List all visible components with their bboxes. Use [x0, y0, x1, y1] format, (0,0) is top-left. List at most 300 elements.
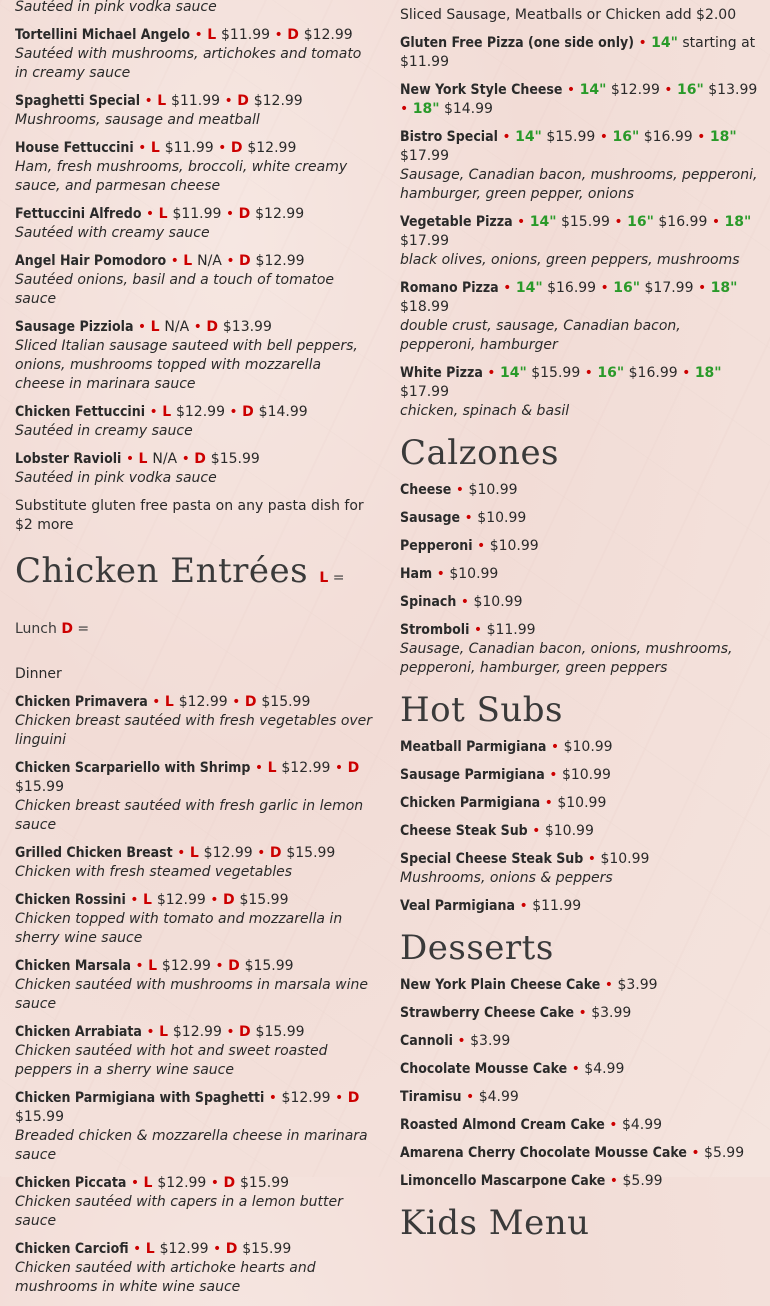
- separator-dot: •: [482, 365, 500, 381]
- lunch-marker: L: [183, 253, 198, 269]
- dinner-marker: D: [347, 760, 360, 776]
- separator-dot: •: [580, 365, 598, 381]
- dinner-marker: D: [237, 93, 254, 109]
- menu-item: [15, 139, 373, 196]
- item-price: $4.99: [478, 1089, 519, 1105]
- menu-item: [400, 976, 758, 995]
- pizza-list: [400, 81, 758, 421]
- separator-dot: •: [206, 1175, 224, 1191]
- size-label: 18": [724, 214, 752, 230]
- top-desc: Sautéed in pink vodka sauce: [15, 0, 217, 15]
- lunch-price: $12.99: [172, 1024, 222, 1040]
- separator-dot: •: [220, 93, 238, 109]
- item-desc: Sautéed in creamy sauce: [15, 423, 193, 439]
- size-price: $12.99: [610, 82, 660, 98]
- item-price: $3.99: [591, 1005, 632, 1021]
- menu-item: [15, 693, 373, 750]
- item-name: Chicken Arrabiata: [15, 1024, 142, 1040]
- size-price: $16.99: [658, 214, 708, 230]
- menu-item: [400, 565, 758, 584]
- lunch-price: $12.99: [175, 404, 225, 420]
- lunch-marker: L: [143, 1175, 158, 1191]
- item-price: $3.99: [470, 1033, 511, 1049]
- dinner-price: $14.99: [258, 404, 308, 420]
- legend-l-text: = Lunch: [15, 570, 345, 637]
- item-price: $10.99: [489, 538, 539, 554]
- menu-item: [400, 738, 758, 757]
- dinner-price: $15.99: [286, 845, 336, 861]
- item-name: Chicken Primavera: [15, 694, 148, 710]
- menu-item: [400, 1088, 758, 1107]
- chicken-heading-text: Chicken Entrées: [15, 551, 309, 591]
- menu-item: [15, 891, 373, 948]
- size-label: 18": [710, 280, 738, 296]
- size-price: $15.99: [546, 129, 596, 145]
- separator-dot: •: [540, 795, 558, 811]
- menu-item: [400, 537, 758, 556]
- separator-dot: •: [497, 129, 516, 145]
- item-desc: Chicken breast sautéed with fresh vegetables over linguini: [15, 713, 373, 748]
- size-price: $17.99: [400, 148, 449, 164]
- lunch-marker: L: [162, 404, 176, 420]
- lunch-marker: L: [148, 958, 162, 974]
- size-price: $14.99: [443, 101, 493, 117]
- separator-dot: •: [121, 451, 139, 467]
- item-name: Bistro Special: [400, 129, 498, 145]
- item-price: $10.99: [473, 594, 523, 610]
- item-name: Stromboli: [400, 622, 470, 638]
- item-name: Meatball Parmigiana: [400, 739, 547, 755]
- size-label: 16": [613, 280, 641, 296]
- dinner-price: $15.99: [255, 1024, 305, 1040]
- dinner-marker: D: [238, 206, 256, 222]
- pizza-item: [400, 213, 758, 270]
- lunch-marker: L: [267, 760, 282, 776]
- dinner-price: $12.99: [303, 27, 353, 43]
- item-name: Chicken Parmigiana: [400, 795, 541, 811]
- separator-dot: •: [210, 958, 229, 974]
- separator-dot: •: [498, 280, 516, 296]
- separator-dot: •: [527, 823, 545, 839]
- item-name: Chicken Carciofi: [15, 1241, 129, 1257]
- size-label: 16": [677, 82, 704, 98]
- item-name: Strawberry Cheese Cake: [400, 1005, 575, 1021]
- lunch-marker: L: [164, 694, 179, 710]
- pizza-top-note: Sliced Sausage, Meatballs or Chicken add $2.00: [400, 7, 737, 23]
- item-name: Romano Pizza: [400, 280, 499, 296]
- item-name: Sausage Parmigiana: [400, 767, 545, 783]
- separator-dot: •: [166, 253, 184, 269]
- size-label: 14": [515, 129, 542, 145]
- lunch-marker: L: [158, 206, 173, 222]
- desserts-heading: Desserts: [400, 928, 554, 968]
- separator-dot: •: [140, 93, 158, 109]
- menu-item: [400, 621, 758, 678]
- item-name: Chocolate Mousse Cake: [400, 1061, 568, 1077]
- separator-dot: •: [451, 482, 469, 498]
- menu-item: [400, 1144, 758, 1163]
- dinner-marker: D: [228, 958, 245, 974]
- separator-dot: •: [177, 451, 195, 467]
- dinner-marker: D: [347, 1090, 360, 1106]
- size-label: 14": [529, 214, 557, 230]
- item-price: $5.99: [622, 1173, 663, 1189]
- separator-dot: •: [567, 1061, 585, 1077]
- lunch-price: $11.99: [171, 93, 221, 109]
- item-name: Pepperoni: [400, 538, 473, 554]
- size-price: $17.99: [400, 384, 449, 400]
- lunch-marker: L: [138, 451, 153, 467]
- lunch-price: $12.99: [156, 892, 206, 908]
- separator-dot: •: [544, 767, 562, 783]
- left-column: [15, 0, 373, 1306]
- item-name: Cheese: [400, 482, 452, 498]
- size-label: 14": [500, 365, 527, 381]
- menu-item: [400, 593, 758, 612]
- size-label: 16": [612, 129, 640, 145]
- gluten-note: Substitute gluten free pasta on any pasta dish for $2 more: [15, 498, 364, 533]
- item-price: $10.99: [468, 482, 518, 498]
- size-price: $16.99: [643, 129, 693, 145]
- separator-dot: •: [659, 82, 678, 98]
- item-name: Chicken Rossini: [15, 892, 126, 908]
- dinner-price: $12.99: [255, 253, 305, 269]
- separator-dot: •: [604, 1117, 622, 1133]
- separator-dot: •: [677, 365, 695, 381]
- item-name: Spinach: [400, 594, 457, 610]
- menu-item: [15, 318, 373, 394]
- item-desc: Chicken with fresh steamed vegetables: [15, 864, 293, 880]
- item-price: $5.99: [704, 1145, 745, 1161]
- size-label: 18": [694, 365, 722, 381]
- separator-dot: •: [693, 280, 711, 296]
- separator-dot: •: [141, 206, 159, 222]
- item-name: Spaghetti Special: [15, 93, 141, 109]
- separator-dot: •: [208, 1241, 226, 1257]
- item-desc: black olives, onions, green peppers, mushrooms: [400, 252, 740, 268]
- lunch-marker: L: [157, 93, 172, 109]
- pizza-item: [400, 128, 758, 204]
- separator-dot: •: [686, 1145, 705, 1161]
- item-desc: Chicken sautéed with mushrooms in marsala wine sauce: [15, 977, 368, 1012]
- separator-dot: •: [133, 319, 151, 335]
- separator-dot: •: [221, 253, 240, 269]
- item-desc: Breaded chicken & mozzarella cheese in marinara sauce: [15, 1128, 368, 1163]
- separator-dot: •: [145, 404, 163, 420]
- item-name: Roasted Almond Cream Cake: [400, 1117, 605, 1133]
- separator-dot: •: [128, 1241, 146, 1257]
- separator-dot: •: [227, 694, 245, 710]
- separator-dot: •: [600, 977, 618, 993]
- separator-dot: •: [130, 958, 149, 974]
- separator-dot: •: [583, 851, 601, 867]
- size-price: $15.99: [531, 365, 581, 381]
- dinner-price: $15.99: [261, 694, 311, 710]
- gluten-pizza-text: starting at $11.99: [400, 35, 756, 70]
- size-price: $16.99: [628, 365, 678, 381]
- item-name: Tortellini Michael Angelo: [15, 27, 191, 43]
- separator-dot: •: [250, 760, 268, 776]
- menu-item: [15, 759, 373, 835]
- separator-dot: •: [432, 566, 450, 582]
- dinner-price: $15.99: [244, 958, 294, 974]
- item-price: $10.99: [544, 823, 594, 839]
- item-desc: double crust, sausage, Canadian bacon, pepperoni, hamburger: [400, 318, 681, 353]
- menu-item: [400, 1032, 758, 1051]
- separator-dot: •: [147, 694, 165, 710]
- menu-item: [15, 252, 373, 309]
- item-name: Lobster Ravioli: [15, 451, 122, 467]
- item-price: $4.99: [621, 1117, 663, 1133]
- lunch-price: $12.99: [281, 760, 331, 776]
- dinner-marker: D: [225, 1241, 243, 1257]
- dinner-price: $15.99: [15, 779, 64, 795]
- pizza-item: [400, 364, 758, 421]
- chicken-heading: [15, 549, 373, 651]
- separator-dot: •: [605, 1173, 623, 1189]
- separator-dot: •: [707, 214, 725, 230]
- item-price: $10.99: [477, 510, 527, 526]
- menu-item: [400, 822, 758, 841]
- menu-item: [15, 844, 373, 882]
- separator-dot: •: [512, 214, 530, 230]
- lunch-marker: L: [150, 319, 165, 335]
- dinner-price: $15.99: [210, 451, 260, 467]
- separator-dot: •: [546, 739, 564, 755]
- dinner-price: $15.99: [240, 1175, 290, 1191]
- size-label: 18": [412, 101, 440, 117]
- separator-dot: •: [125, 892, 144, 908]
- item-name: White Pizza: [400, 365, 483, 381]
- right-column: [400, 6, 758, 1251]
- item-price: $10.99: [561, 767, 611, 783]
- dinner-price: $12.99: [253, 93, 303, 109]
- size-price: $18.99: [400, 299, 449, 315]
- separator-dot: •: [221, 1024, 240, 1040]
- item-desc: Sautéed in pink vodka sauce: [15, 470, 217, 486]
- menu-item: [400, 766, 758, 785]
- separator-dot: •: [213, 140, 231, 156]
- item-name: New York Plain Cheese Cake: [400, 977, 601, 993]
- item-name: Chicken Scarpariello with Shrimp: [15, 760, 251, 776]
- item-name: Chicken Fettuccini: [15, 404, 146, 420]
- dinner-marker: D: [239, 253, 256, 269]
- separator-dot: •: [270, 27, 288, 43]
- separator-dot: •: [330, 1090, 348, 1106]
- item-name: Chicken Parmigiana with Spaghetti: [15, 1090, 265, 1106]
- gluten-free-pizza: Gluten Free Pizza (one side only) • 14" starting at $11.99: [400, 35, 756, 70]
- size-label: 16": [597, 365, 625, 381]
- lunch-price: N/A: [164, 319, 190, 335]
- lunch-price: $12.99: [161, 958, 211, 974]
- dinner-marker: D: [287, 27, 304, 43]
- dinner-marker: D: [244, 694, 262, 710]
- lunch-price: N/A: [152, 451, 178, 467]
- menu-item: [15, 1089, 373, 1165]
- separator-dot: •: [596, 280, 614, 296]
- item-desc: Chicken sautéed with artichoke hearts and mushrooms in white wine sauce: [15, 1260, 316, 1295]
- item-desc: Sautéed onions, basil and a touch of tomatoe sauce: [15, 272, 334, 307]
- separator-dot: •: [190, 27, 208, 43]
- separator-dot: •: [221, 206, 239, 222]
- lunch-price: $12.99: [159, 1241, 209, 1257]
- item-desc: Ham, fresh mushrooms, broccoli, white creamy sauce, and parmesan cheese: [15, 159, 348, 194]
- gluten-pizza-name: Gluten Free Pizza (one side only): [400, 35, 634, 51]
- lunch-price: $11.99: [221, 27, 271, 43]
- menu-item: [400, 850, 758, 888]
- dinner-marker: D: [223, 1175, 241, 1191]
- menu-item: [400, 794, 758, 813]
- item-name: Chicken Piccata: [15, 1175, 127, 1191]
- menu-item: [400, 481, 758, 500]
- separator-dot: •: [224, 404, 243, 420]
- dinner-price: $12.99: [247, 140, 297, 156]
- dinner-marker: D: [239, 1024, 256, 1040]
- menu-item: [400, 897, 758, 916]
- item-name: Ham: [400, 566, 433, 582]
- item-name: Sausage: [400, 510, 461, 526]
- lunch-price: $12.99: [178, 694, 228, 710]
- menu-item: [15, 26, 373, 83]
- menu-item: [15, 1174, 373, 1231]
- dinner-marker: D: [269, 845, 287, 861]
- dinner-marker: D: [230, 140, 248, 156]
- separator-dot: •: [126, 1175, 144, 1191]
- item-name: Cannoli: [400, 1033, 453, 1049]
- item-name: Veal Parmigiana: [400, 898, 516, 914]
- calzone-list: [400, 481, 758, 678]
- lunch-marker: L: [159, 1024, 173, 1040]
- dinner-price: $15.99: [15, 1109, 64, 1125]
- item-desc: Sautéed with creamy sauce: [15, 225, 210, 241]
- item-name: Vegetable Pizza: [400, 214, 513, 230]
- menu-item: [400, 1060, 758, 1079]
- item-name: Grilled Chicken Breast: [15, 845, 173, 861]
- menu-item: [400, 1116, 758, 1135]
- lunch-price: $11.99: [164, 140, 214, 156]
- item-price: $3.99: [617, 977, 658, 993]
- item-price: $10.99: [600, 851, 650, 867]
- dinner-marker: D: [206, 319, 223, 335]
- item-name: New York Style Cheese: [400, 82, 563, 98]
- item-desc: chicken, spinach & basil: [400, 403, 570, 419]
- separator-dot: •: [595, 129, 613, 145]
- separator-dot: •: [205, 892, 223, 908]
- dinner-marker: D: [242, 404, 259, 420]
- item-desc: Chicken topped with tomato and mozzarella in sherry wine sauce: [15, 911, 343, 946]
- size-price: $16.99: [547, 280, 597, 296]
- dinner-price: $12.99: [255, 206, 305, 222]
- item-price: $10.99: [563, 739, 613, 755]
- item-desc: Sautéed with mushrooms, artichokes and tomato in creamy sauce: [15, 46, 362, 81]
- size-price: $13.99: [708, 82, 758, 98]
- separator-dot: •: [189, 319, 207, 335]
- pasta-list: [15, 26, 373, 488]
- item-price: $11.99: [532, 898, 582, 914]
- legend-dinner: Dinner: [15, 666, 62, 682]
- item-price: $10.99: [449, 566, 499, 582]
- menu-item: [15, 957, 373, 1014]
- item-name: Special Cheese Steak Sub: [400, 851, 584, 867]
- separator-dot: •: [141, 1024, 160, 1040]
- lunch-marker: L: [145, 1241, 160, 1257]
- lunch-price: $12.99: [157, 1175, 207, 1191]
- item-desc: Chicken sautéed with capers in a lemon butter sauce: [15, 1194, 343, 1229]
- lunch-price: $12.99: [203, 845, 253, 861]
- dinner-marker: D: [194, 451, 211, 467]
- legend-l: L: [319, 570, 329, 586]
- separator-dot: •: [264, 1090, 282, 1106]
- item-name: Chicken Marsala: [15, 958, 131, 974]
- gluten-pizza-size: 14": [651, 35, 678, 51]
- size-price: $17.99: [644, 280, 694, 296]
- separator-dot: •: [469, 622, 487, 638]
- item-name: Fettuccini Alfredo: [15, 206, 142, 222]
- separator-dot: •: [452, 1033, 471, 1049]
- subs-list: [400, 738, 758, 916]
- item-desc: Mushrooms, onions & peppers: [400, 870, 613, 886]
- separator-dot: •: [252, 845, 270, 861]
- item-desc: Mushrooms, sausage and meatball: [15, 112, 260, 128]
- separator-dot: •: [692, 129, 710, 145]
- separator-dot: •: [515, 898, 533, 914]
- dinner-price: $13.99: [222, 319, 272, 335]
- separator-dot: •: [562, 82, 580, 98]
- item-name: Amarena Cherry Chocolate Mousse Cake: [400, 1145, 687, 1161]
- size-label: 18": [709, 129, 737, 145]
- separator-dot: •: [456, 594, 474, 610]
- menu-item: [400, 1004, 758, 1023]
- item-name: Sausage Pizziola: [15, 319, 134, 335]
- menu-item: [15, 1240, 373, 1297]
- separator-dot: •: [609, 214, 628, 230]
- item-price: $10.99: [557, 795, 607, 811]
- size-price: $17.99: [400, 233, 449, 249]
- size-label: 14": [515, 280, 543, 296]
- size-price: $15.99: [560, 214, 610, 230]
- pizza-item: [400, 279, 758, 355]
- legend-d: D: [61, 621, 73, 637]
- separator-dot: •: [400, 101, 413, 117]
- item-desc: Sausage, Canadian bacon, mushrooms, pepperoni, hamburger, green pepper, onions: [400, 167, 758, 202]
- item-price: $11.99: [486, 622, 536, 638]
- menu-item: [15, 450, 373, 488]
- kids-heading: Kids Menu: [400, 1203, 590, 1243]
- desserts-list: [400, 976, 758, 1191]
- lunch-marker: L: [189, 845, 204, 861]
- dinner-price: $15.99: [242, 1241, 292, 1257]
- item-name: House Fettuccini: [15, 140, 134, 156]
- size-label: 14": [579, 82, 607, 98]
- menu-item: [400, 509, 758, 528]
- dinner-marker: D: [222, 892, 240, 908]
- lunch-marker: L: [207, 27, 222, 43]
- separator-dot: •: [472, 538, 490, 554]
- calzones-heading: Calzones: [400, 433, 560, 473]
- separator-dot: •: [172, 845, 190, 861]
- pizza-item: [400, 81, 758, 119]
- menu-item: [15, 403, 373, 441]
- lunch-price: $11.99: [172, 206, 222, 222]
- separator-dot: •: [574, 1005, 592, 1021]
- separator-dot: •: [133, 140, 151, 156]
- lunch-price: $12.99: [281, 1090, 331, 1106]
- lunch-marker: L: [150, 140, 165, 156]
- separator-dot: •: [460, 510, 478, 526]
- separator-dot: •: [330, 760, 348, 776]
- lunch-price: N/A: [197, 253, 222, 269]
- item-name: Limoncello Mascarpone Cake: [400, 1173, 606, 1189]
